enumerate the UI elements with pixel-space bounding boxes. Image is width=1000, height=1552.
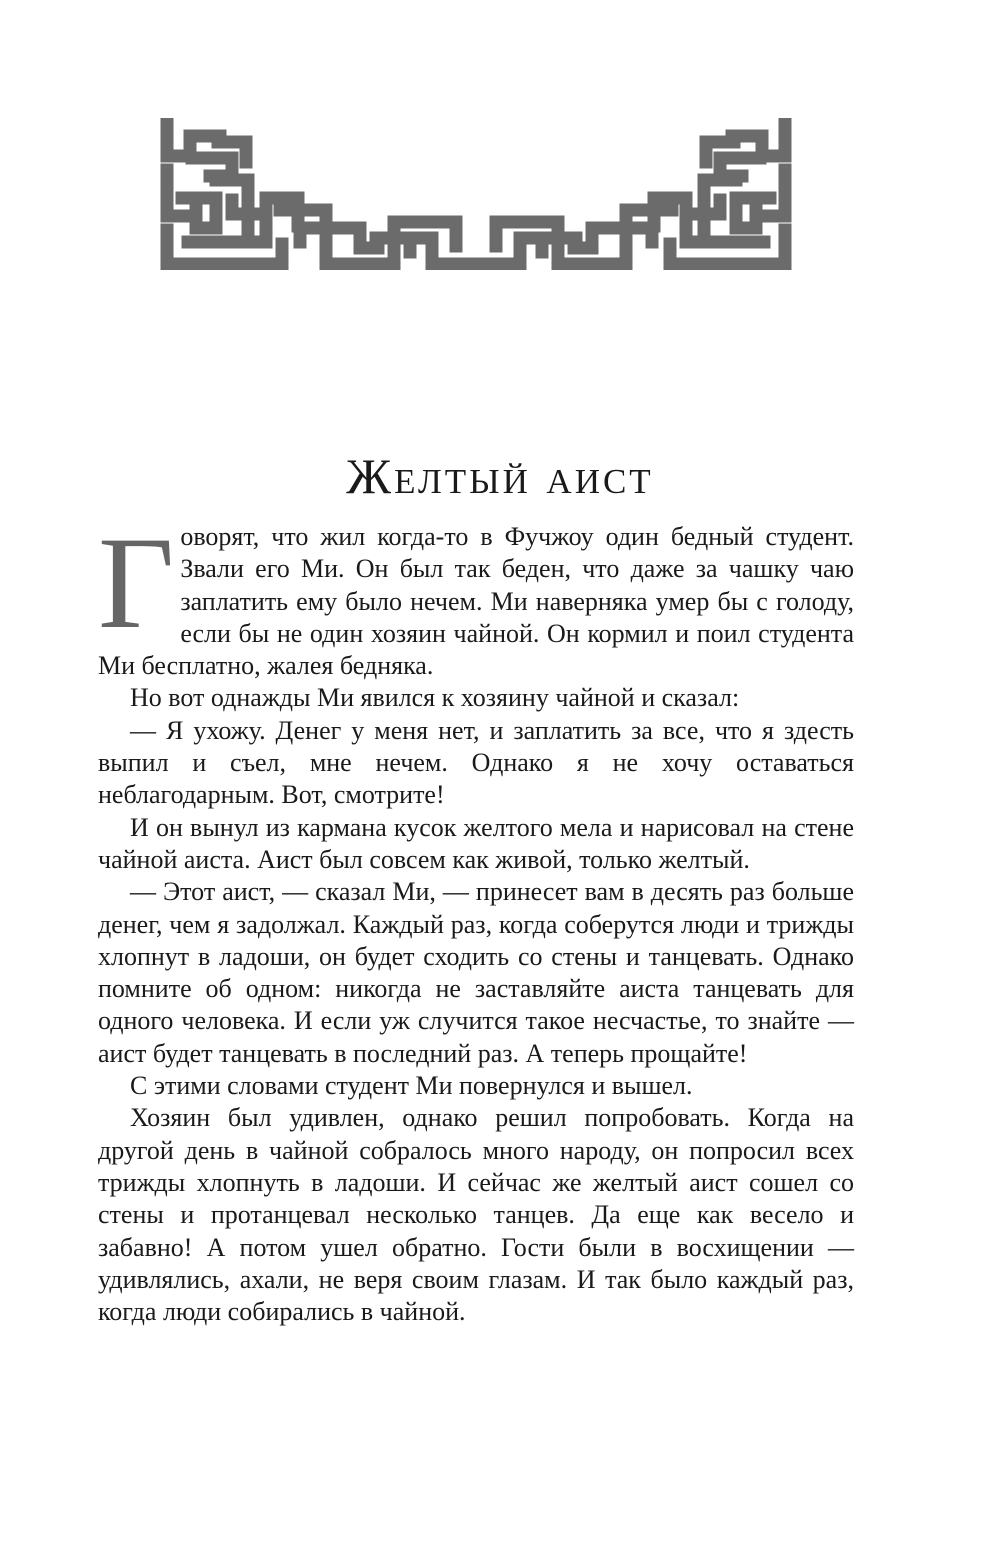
paragraph: — Этот аист, — сказал Ми, — принесет вам в десять раз больше денег, чем я задолжал. Каждый раз, когда соберутся люди и трижды хлопнут в ладоши, он будет сходить со стены и танцевать. Однако помните об одном: никогда не заставляйте аиста танцевать для одного человека. И если уж случится такое несчастье, то знайте — аист будет танцевать в последний раз. А теперь прощайте! [98,877,854,1068]
paragraph: И он вынул из кармана кусок желтого мела и нарисовал на стене чайной аиста. Аист был совсем как живой, только желтый. [98,812,854,874]
story-title: Желтый аист [346,448,654,504]
drop-cap: Г [98,509,175,656]
paragraph: Но вот однажды Ми явился к хозяину чайной и сказал: [130,683,740,713]
paragraph: — Я ухожу. Денег у меня нет, и заплатить за все, что я здесть выпил и съел, мне нечем. Однако я не хочу оставаться неблагодарным. Вот, смотрите! [98,715,854,810]
story-text [98,509,854,1328]
meander-ornament [160,118,792,270]
paragraph: Хозяин был удивлен, однако решил попробовать. Когда на другой день в чайной собралось много народу, он попросил всех трижды хлопнуть в ладоши. И сейчас же желтый аист сошел со стены и протанцевал несколько танцев. Да еще как весело и забавно! А потом ушел обратно. Гости были в восхищении — удивлялись, ахали, не веря своим глазам. И так было каждый раз, когда люди собирались в чайной. [98,1103,854,1327]
paragraph [98,509,854,682]
paragraph: С этими словами студент Ми повернулся и вышел. [130,1071,693,1101]
paragraph-text: оворят, что жил когда-то в Фучжоу один бедный студент. Звали его Ми. Он был так беден, что даже за чашку чаю заплатить ему было нечем. Ми наверняка умер бы с голоду, если бы не один хозяин чайной. Он кормил и поил студента Ми бесплатно, жалея бедняка. [98,522,854,681]
